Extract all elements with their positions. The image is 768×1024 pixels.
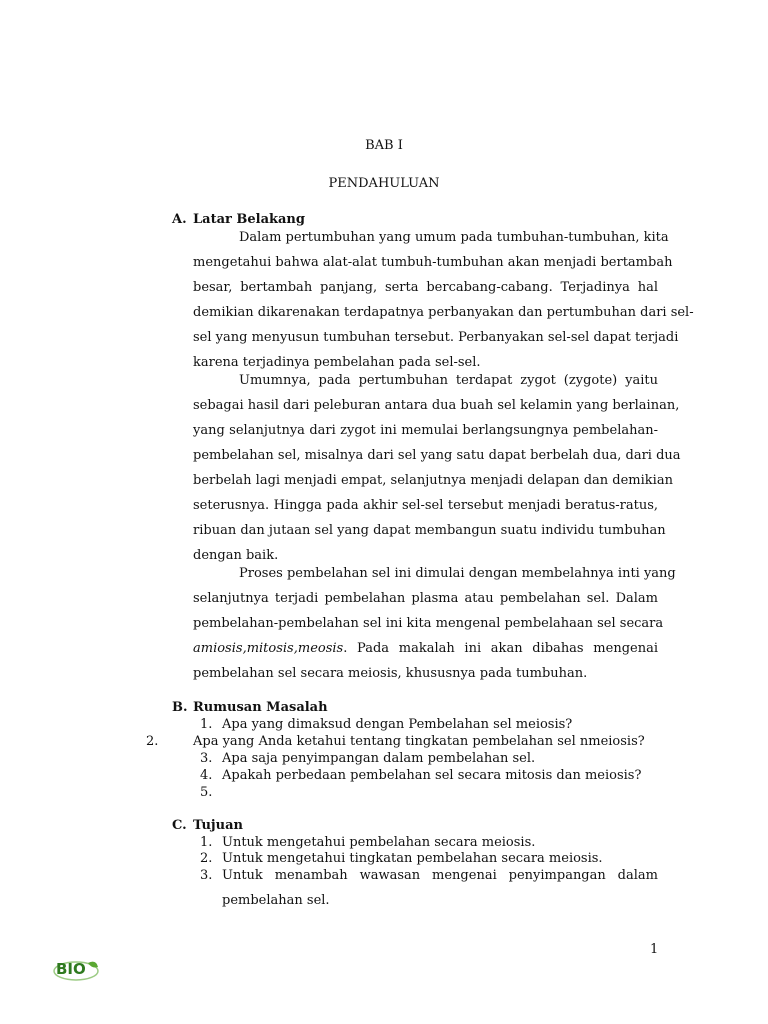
paragraph-line: sebagai hasil dari peleburan antara dua buah sel kelamin yang berlainan, <box>193 398 680 413</box>
paragraph-line: besar, bertambah panjang, serta bercabang-cabang. Terjadinya hal <box>193 280 658 295</box>
chapter-number: BAB I <box>365 138 403 153</box>
list-number: 1. <box>200 717 213 732</box>
list-number: 3. <box>200 868 213 883</box>
section-b-title: Rumusan Masalah <box>193 700 328 715</box>
paragraph-line: pembelahan-pembelahan sel ini kita mengenal pembelahaan sel secara <box>193 616 664 631</box>
list-item: Untuk mengetahui pembelahan secara meiosis. <box>222 835 536 850</box>
section-b-letter: B. <box>172 700 188 715</box>
list-number: 3. <box>200 751 213 766</box>
paragraph-line-rest: . Pada makalah ini akan dibahas mengenai <box>343 641 658 656</box>
paragraph-line: seterusnya. Hingga pada akhir sel-sel tersebut menjadi beratus-ratus, <box>193 498 658 513</box>
logo-text: BIO <box>56 960 86 978</box>
paragraph-line: selanjutnya terjadi pembelahan plasma atau pembelahan sel. Dalam <box>193 591 658 606</box>
list-item: Apa saja penyimpangan dalam pembelahan sel. <box>222 751 536 766</box>
paragraph-line: berbelah lagi menjadi empat, selanjutnya menjadi delapan dan demikian <box>193 473 673 488</box>
list-number: 1. <box>200 835 213 850</box>
paragraph-line: Umumnya, pada pertumbuhan terdapat zygot (zygote) yaitu <box>239 373 658 388</box>
page-number: 1 <box>650 942 659 957</box>
paragraph-line: pembelahan sel secara meiosis, khususnya pada tumbuhan. <box>193 666 588 681</box>
list-item-continuation: pembelahan sel. <box>222 893 330 908</box>
list-item: Untuk mengetahui tingkatan pembelahan secara meiosis. <box>222 851 603 866</box>
list-number: 2. <box>146 734 159 749</box>
list-number: 5. <box>200 785 213 800</box>
paragraph-line: Dalam pertumbuhan yang umum pada tumbuhan-tumbuhan, kita <box>239 230 669 245</box>
list-item: Apa yang Anda ketahui tentang tingkatan pembelahan sel nmeiosis? <box>193 734 645 749</box>
section-c-letter: C. <box>172 818 187 833</box>
list-number: 2. <box>200 851 213 866</box>
paragraph-line: yang selanjutnya dari zygot ini memulai berlangsungnya pembelahan- <box>193 423 658 438</box>
paragraph-line: dengan baik. <box>193 548 279 563</box>
paragraph-line: mengetahui bahwa alat-alat tumbuh-tumbuhan akan menjadi bertambah <box>193 255 673 270</box>
paragraph-line: karena terjadinya pembelahan pada sel-sel. <box>193 355 481 370</box>
list-item: Apa yang dimaksud dengan Pembelahan sel meiosis? <box>222 717 573 732</box>
section-c-title: Tujuan <box>193 818 243 833</box>
italic-terms: amiosis,mitosis,meosis <box>193 641 344 656</box>
paragraph-line: ribuan dan jutaan sel yang dapat membangun suatu individu tumbuhan <box>193 523 666 538</box>
section-a-letter: A. <box>172 212 187 227</box>
section-a-title: Latar Belakang <box>193 212 305 227</box>
list-item: Apakah perbedaan pembelahan sel secara mitosis dan meiosis? <box>222 768 642 783</box>
paragraph-line: Proses pembelahan sel ini dimulai dengan membelahnya inti yang <box>239 566 676 581</box>
list-item: Untuk menambah wawasan mengenai penyimpangan dalam <box>222 868 658 883</box>
list-number: 4. <box>200 768 213 783</box>
paragraph-line: pembelahan sel, misalnya dari sel yang satu dapat berbelah dua, dari dua <box>193 448 681 463</box>
paragraph-line <box>193 641 658 656</box>
paragraph-line: demikian dikarenakan terdapatnya perbanyakan dan pertumbuhan dari sel- <box>193 305 694 320</box>
chapter-title: PENDAHULUAN <box>328 176 440 191</box>
paragraph-line: sel yang menyusun tumbuhan tersebut. Perbanyakan sel-sel dapat terjadi <box>193 330 679 345</box>
bio-logo <box>52 957 100 983</box>
